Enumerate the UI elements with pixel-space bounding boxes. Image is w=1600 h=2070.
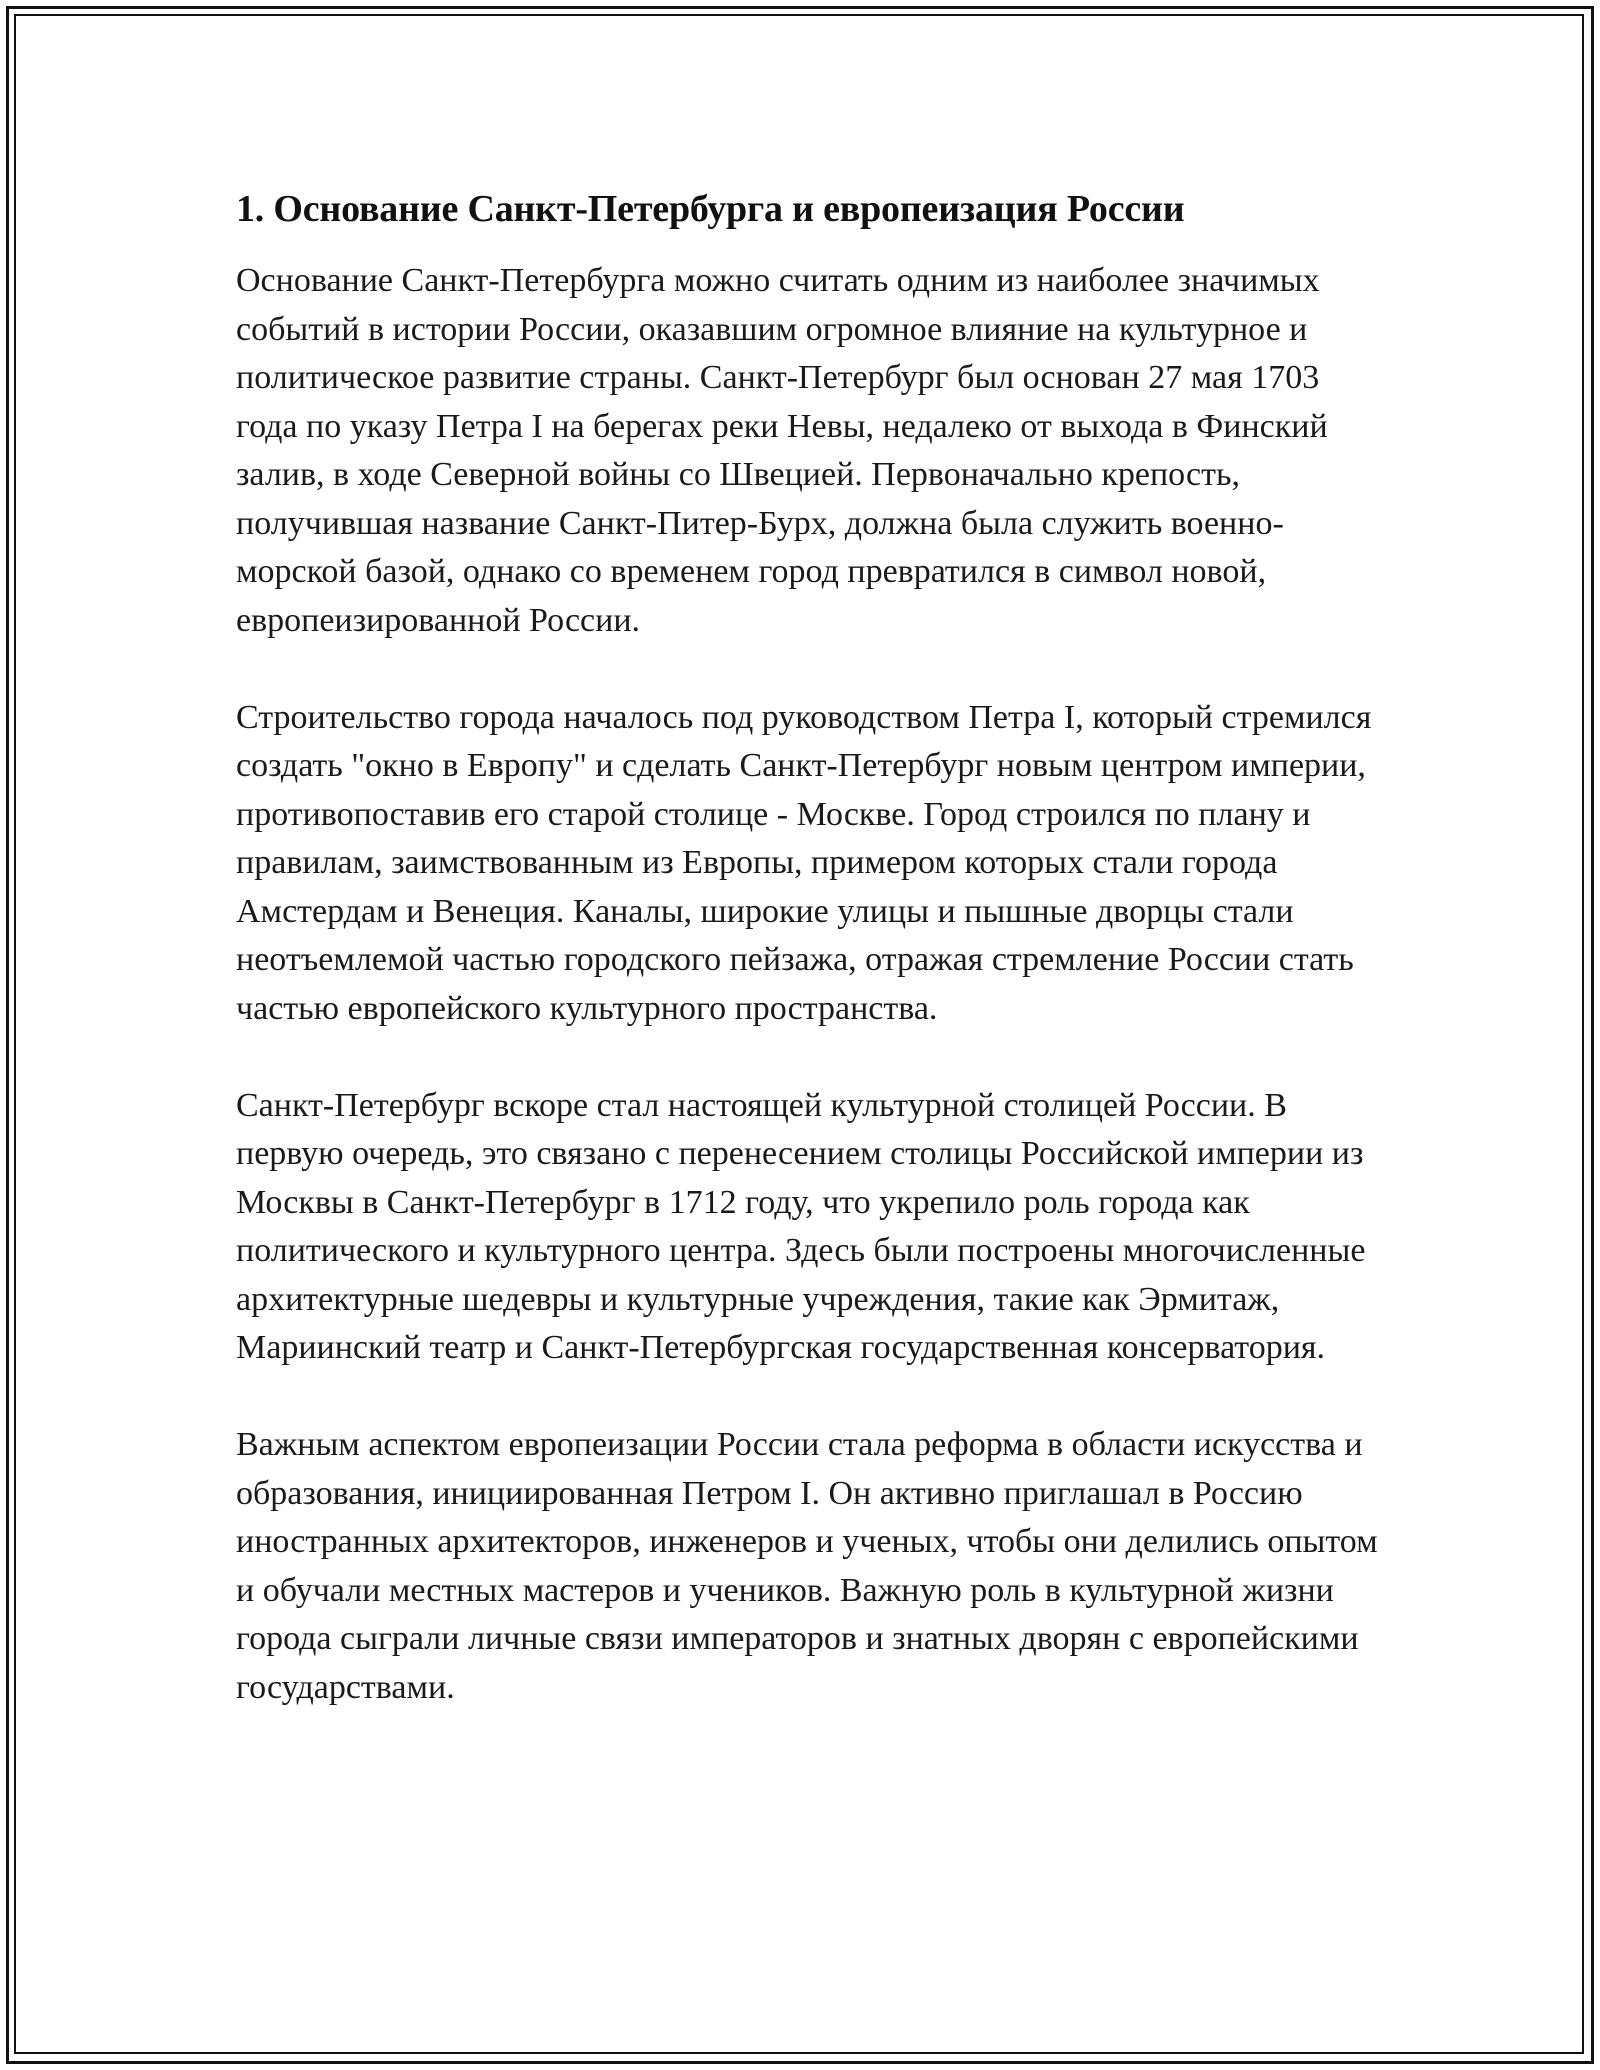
paragraph-founding: Основание Санкт-Петербурга можно считать одним из наиболее значимых событий в истории России, оказавшим огромное влияние на культурное и политическое развитие страны. Санкт-Петербург был основан 27 мая 1703 года по указу Петра I на берегах реки Невы, недалеко от выхода в Финский залив, в ходе Северной войны со Швецией. Первоначально крепость, получившая название Санкт-Питер-Бурх, должна была служить военно-морской базой, однако со временем город превратился в символ новой, европеизированной России. — [236, 262, 1328, 639]
paragraph-reforms: Важным аспектом европеизации России стала реформа в области искусства и образования, инициированная Петром I. Он активно приглашал в Россию иностранных архитекторов, инженеров и ученых, чтобы они делились опытом и обучали местных мастеров и учеников. Важную роль в культурной жизни города сыграли личные связи императоров и знатных дворян с европейскими государствами. — [236, 1426, 1378, 1706]
section-heading: 1. Основание Санкт-Петербурга и европеизация России — [236, 188, 1185, 230]
document-page — [236, 185, 1386, 1761]
paragraph-construction: Строительство города началось под руководством Петра I, который стремился создать "окно в Европу" и сделать Санкт-Петербург новым центром империи, противопоставив его старой столице - Москве. Город строился по плану и правилам, заимствованным из Европы, примером которых стали города Амстердам и Венеция. Каналы, широкие улицы и пышные дворцы стали неотъемлемой частью городского пейзажа, отражая стремление России стать частью европейского культурного пространства. — [236, 698, 1372, 1027]
paragraph-cultural-capital: Санкт-Петербург вскоре стал настоящей культурной столицей России. В первую очередь, это связано с перенесением столицы Российской империи из Москвы в Санкт-Петербург в 1712 году, что укрепило роль города как политического и культурного центра. Здесь были построены многочисленные архитектурные шедевры и культурные учреждения, такие как Эрмитаж, Мариинский театр и Санкт-Петербургская государственная консерватория. — [236, 1086, 1366, 1366]
